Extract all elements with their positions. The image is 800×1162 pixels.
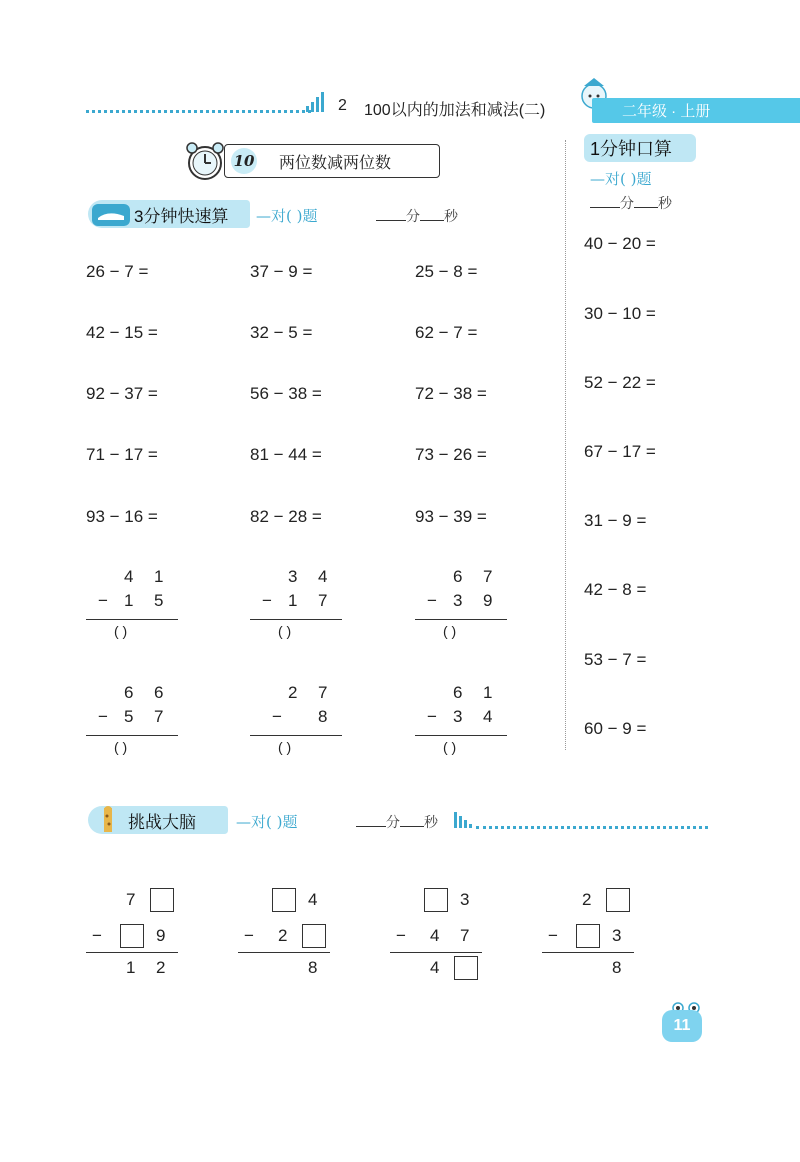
minus-sign: − — [98, 591, 108, 610]
answer-box[interactable] — [606, 888, 630, 912]
answer-box[interactable] — [302, 924, 326, 948]
answer-box[interactable] — [454, 956, 478, 980]
answer-line — [415, 735, 507, 736]
problem: 71 − 17 = — [86, 445, 158, 464]
challenge-bars-icon — [454, 808, 472, 833]
vertical-problem — [86, 567, 178, 639]
digit: 3 — [453, 707, 463, 726]
minus-sign: − — [98, 707, 108, 726]
digit: 2 — [156, 958, 166, 977]
problem: 37 − 9 = — [250, 262, 313, 281]
digit: 7 — [318, 591, 328, 610]
minus-sign: − — [396, 926, 406, 945]
challenge-puzzle — [86, 886, 178, 986]
header-bars-icon — [306, 92, 324, 117]
answer-paren: ( ) — [278, 623, 292, 639]
minus-sign: − — [92, 926, 102, 945]
answer-line — [86, 952, 178, 953]
problem: 82 − 28 = — [250, 507, 322, 526]
challenge-puzzle — [390, 886, 482, 986]
digit: 7 — [483, 567, 493, 586]
section-quick-title: 3分钟快速算 — [134, 206, 229, 226]
digit: 4 — [124, 567, 134, 586]
oral-problem: 53 − 7 = — [584, 650, 647, 669]
quick-time-sec: 秒 — [444, 209, 458, 225]
oral-problem: 67 − 17 = — [584, 442, 656, 461]
challenge-dotted-line — [476, 826, 708, 829]
problem: 62 − 7 = — [415, 323, 478, 342]
problem: 26 − 7 = — [86, 262, 149, 281]
digit: 4 — [430, 958, 440, 977]
unit-title: 两位数减两位数 — [279, 154, 392, 172]
giraffe-icon — [88, 806, 128, 834]
problem: 92 − 37 = — [86, 384, 158, 403]
digit: 1 — [483, 683, 493, 702]
page-number: 11 — [662, 1010, 702, 1042]
answer-box[interactable] — [120, 924, 144, 948]
oral-problem: 42 − 8 = — [584, 580, 647, 599]
minus-sign: − — [244, 926, 254, 945]
section-oral-title: 1分钟口算 — [584, 134, 696, 162]
section-quick-tab — [88, 200, 250, 228]
digit: 4 — [318, 567, 328, 586]
digit: 1 — [288, 591, 298, 610]
digit: 4 — [483, 707, 493, 726]
grade-label: 二年级 · 上册 — [592, 98, 800, 123]
answer-box[interactable] — [424, 888, 448, 912]
alarm-clock-icon — [182, 140, 228, 187]
digit: 4 — [430, 926, 440, 945]
digit: 6 — [453, 567, 463, 586]
problem: 25 − 8 = — [415, 262, 478, 281]
chapter-title: 100以内的加法和减法(二) — [364, 102, 546, 119]
problem: 42 − 15 = — [86, 323, 158, 342]
digit: 2 — [278, 926, 288, 945]
oral-problem: 60 − 9 = — [584, 719, 647, 738]
digit: 8 — [612, 958, 622, 977]
problem: 93 − 39 = — [415, 507, 487, 526]
unit-number: 10 — [231, 148, 257, 174]
answer-line — [415, 619, 507, 620]
answer-line — [390, 952, 482, 953]
challenge-puzzle — [542, 886, 634, 986]
problem: 56 − 38 = — [250, 384, 322, 403]
challenge-score: —对( )题 — [236, 813, 298, 831]
digit: 8 — [308, 958, 318, 977]
digit: 3 — [288, 567, 298, 586]
digit: 7 — [154, 707, 164, 726]
answer-paren: ( ) — [443, 739, 457, 755]
minus-sign: − — [427, 707, 437, 726]
problem: 93 − 16 = — [86, 507, 158, 526]
section-challenge-tab — [88, 806, 228, 834]
digit: 2 — [288, 683, 298, 702]
vertical-problem — [415, 683, 507, 755]
vertical-problem — [250, 683, 342, 755]
minus-sign: − — [427, 591, 437, 610]
vertical-problem — [250, 567, 342, 639]
digit: 4 — [308, 890, 318, 909]
answer-paren: ( ) — [114, 623, 128, 639]
oral-time-min: 分 — [620, 196, 634, 212]
quick-time — [376, 206, 458, 226]
challenge-time-sec: 秒 — [424, 815, 438, 831]
quick-score: —对( )题 — [256, 207, 318, 225]
digit: 3 — [612, 926, 622, 945]
answer-box[interactable] — [272, 888, 296, 912]
oral-time — [590, 193, 672, 213]
oral-problem: 30 − 10 = — [584, 304, 656, 323]
minus-sign: − — [548, 926, 558, 945]
digit: 5 — [154, 591, 164, 610]
digit: 1 — [124, 591, 134, 610]
oral-time-sec: 秒 — [658, 196, 672, 212]
digit: 7 — [460, 926, 470, 945]
digit: 6 — [154, 683, 164, 702]
sneaker-icon — [88, 200, 134, 228]
digit: 8 — [318, 707, 328, 726]
answer-line — [86, 735, 178, 736]
problem: 32 − 5 = — [250, 323, 313, 342]
answer-paren: ( ) — [443, 623, 457, 639]
problem: 72 − 38 = — [415, 384, 487, 403]
digit: 2 — [582, 890, 592, 909]
answer-paren: ( ) — [114, 739, 128, 755]
digit: 6 — [124, 683, 134, 702]
digit: 5 — [124, 707, 134, 726]
chapter-number: 2 — [338, 97, 347, 114]
minus-sign: − — [272, 707, 282, 726]
answer-box[interactable] — [150, 888, 174, 912]
vertical-problem — [86, 683, 178, 755]
answer-line — [250, 735, 342, 736]
problem: 73 − 26 = — [415, 445, 487, 464]
answer-box[interactable] — [576, 924, 600, 948]
vertical-problem — [415, 567, 507, 639]
answer-line — [86, 619, 178, 620]
digit: 3 — [460, 890, 470, 909]
digit: 1 — [126, 958, 136, 977]
header-dotted-line — [86, 110, 311, 113]
answer-line — [542, 952, 634, 953]
digit: 6 — [453, 683, 463, 702]
digit: 7 — [318, 683, 328, 702]
unit-title-box — [224, 144, 440, 178]
column-divider — [565, 140, 566, 750]
challenge-time — [356, 812, 438, 832]
digit: 9 — [483, 591, 493, 610]
section-challenge-title: 挑战大脑 — [128, 812, 196, 832]
challenge-puzzle — [238, 886, 330, 986]
answer-paren: ( ) — [278, 739, 292, 755]
digit: 1 — [154, 567, 164, 586]
answer-line — [238, 952, 330, 953]
oral-score: —对( )题 — [590, 170, 652, 188]
digit: 7 — [126, 890, 136, 909]
challenge-time-min: 分 — [386, 815, 400, 831]
oral-problem: 40 − 20 = — [584, 234, 656, 253]
digit: 3 — [453, 591, 463, 610]
quick-time-min: 分 — [406, 209, 420, 225]
digit: 9 — [156, 926, 166, 945]
oral-problem: 31 − 9 = — [584, 511, 647, 530]
minus-sign: − — [262, 591, 272, 610]
oral-problem: 52 − 22 = — [584, 373, 656, 392]
answer-line — [250, 619, 342, 620]
problem: 81 − 44 = — [250, 445, 322, 464]
